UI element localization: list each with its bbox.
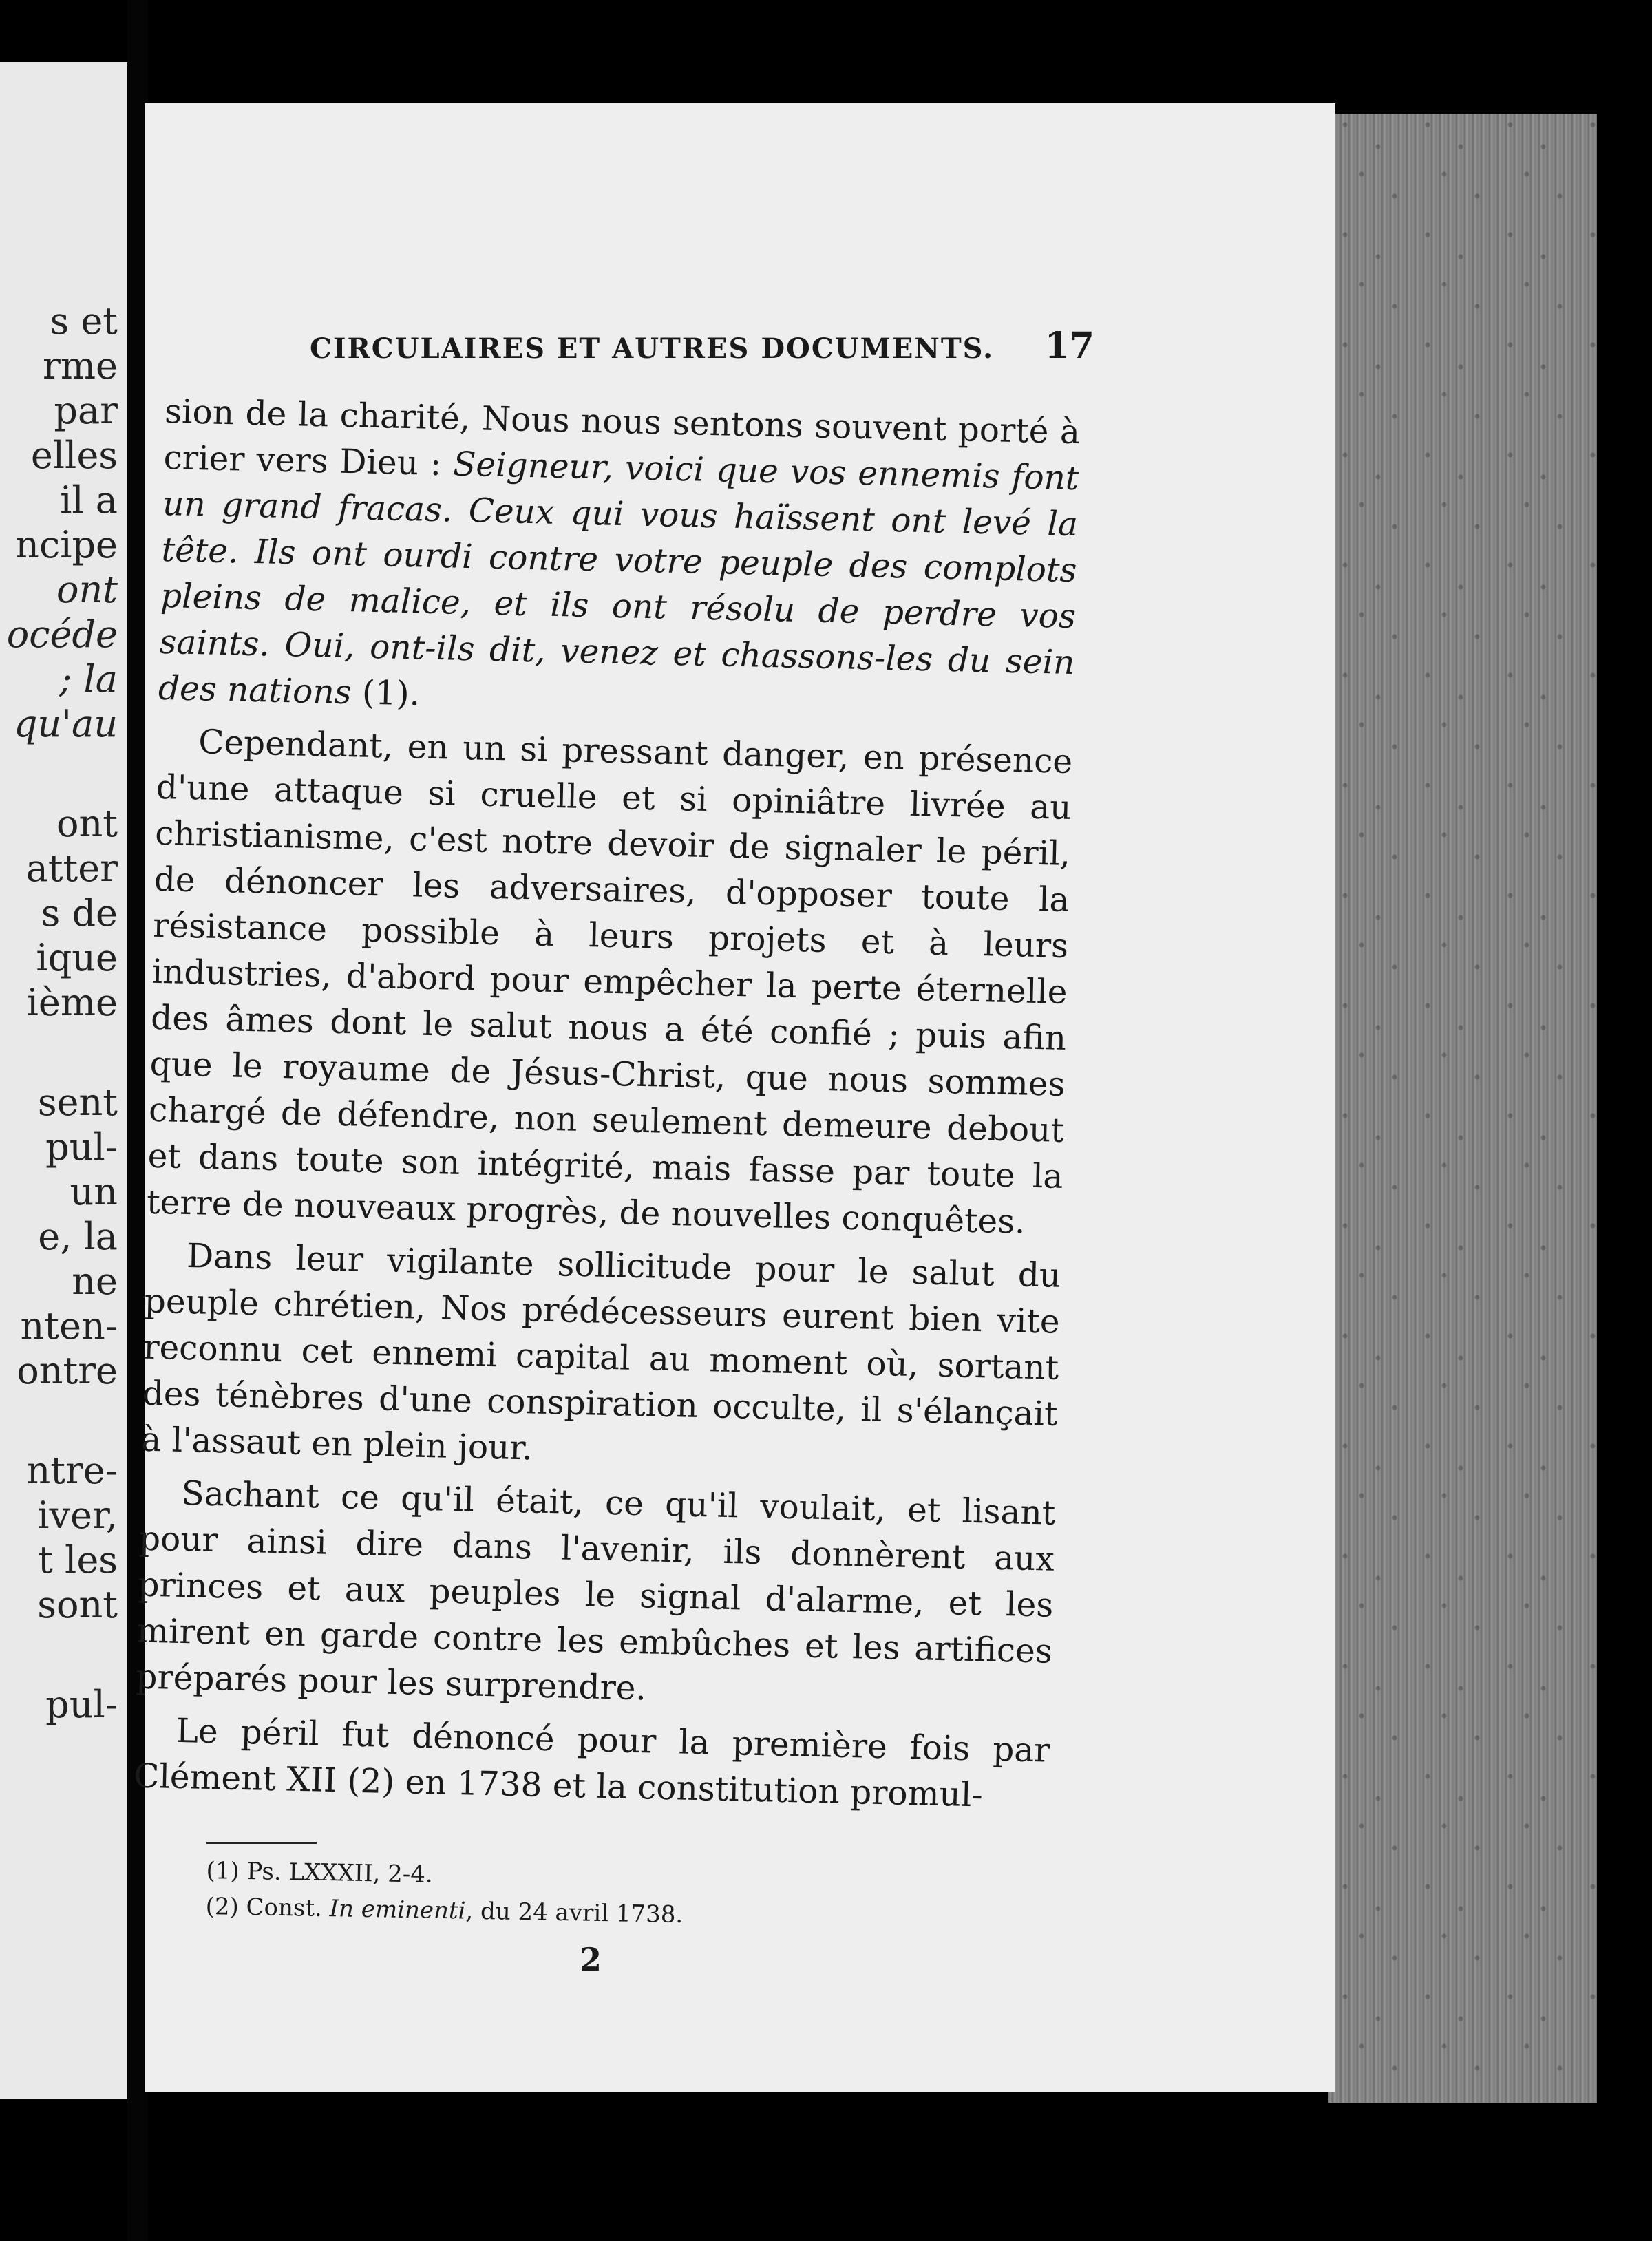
left-page-fragment: ontre <box>17 1349 118 1392</box>
left-page-fragment: pul- <box>45 1683 118 1726</box>
left-page-fragment: sent <box>37 1081 118 1124</box>
left-page-fragment: s de <box>41 891 118 935</box>
paragraph-3: Dans leur vigilante sollicitude pour le salut du peuple chrétien, Nos prédécesseurs eurent bien vite reconnu cet ennemi capital au moment où, sortant des ténèbres d'une conspiration occulte, il s'élançait à l'assaut en plein jour. <box>140 1237 1061 1468</box>
footnote-2: (2) Const. In eminenti, du 24 avril 1738. <box>205 1892 684 1929</box>
page-edge-stack <box>1328 114 1597 2103</box>
left-page-fragment: rme <box>43 344 118 387</box>
left-page-fragment: atter <box>25 847 118 890</box>
left-page-fragment: sont <box>37 1583 118 1626</box>
running-head: CIRCULAIRES ET AUTRES DOCUMENTS. <box>310 332 995 365</box>
left-page-fragment: un <box>70 1170 118 1213</box>
left-page-fragment: ont <box>56 802 118 845</box>
footnotes <box>205 1853 826 1935</box>
left-page-fragment: e, la <box>38 1215 118 1258</box>
left-page-fragment: océde <box>6 613 118 656</box>
left-page-fragment: ntre- <box>26 1449 118 1492</box>
left-page-fragment: ncipe <box>15 523 118 566</box>
left-page-fragment: ième <box>26 981 118 1024</box>
footnote-rule <box>206 1842 317 1844</box>
left-page-fragment: elles <box>30 434 118 477</box>
left-page-fragment: s et <box>50 299 118 343</box>
left-page-fragment: par <box>54 389 118 432</box>
left-facing-page <box>0 62 127 2099</box>
left-page-fragment: iver, <box>37 1494 118 1537</box>
left-page-fragment: t les <box>38 1538 118 1582</box>
paragraph-1: sion de la charité, Nous nous sentons souvent porté à crier vers Dieu : Seigneur, voici que vos ennemis font un grand fracas. Ceux qui vous haïssent ont levé la tête. Ils ont ourdi contre votre peuple des complots pleins de malice, et ils ont résolu de perdre vos saints. Oui, ont-ils dit, venez et chassons-les du sein des nations (1). <box>158 392 1081 714</box>
left-page-fragment: il a <box>60 478 118 522</box>
signature-mark: 2 <box>580 1941 602 1978</box>
page-number: 17 <box>1044 325 1094 367</box>
left-page-fragment: nten- <box>20 1304 118 1348</box>
paragraph-2: Cependant, en un si pressant danger, en présence d'une attaque si cruelle et si opiniâtre livrée au christianisme, c'est notre devoir de signaler le péril, de dénoncer les adversaires, d'opposer toute la résistance possible à leurs projets et à leurs industries, d'abord pour empêcher la perte éternelle des âmes dont le salut nous a été confié ; puis afin que le royaume de Jésus-Christ, que nous sommes chargé de défendre, non seulement demeure debout et dans toute son intégrité, mais fasse par toute la terre de nouveaux progrès, de nouvelles conquêtes. <box>146 723 1073 1242</box>
footnote-1: (1) Ps. LXXXII, 2-4. <box>206 1856 434 1889</box>
paragraph-4: Sachant ce qu'il était, ce qu'il voulait, et lisant pour ainsi dire dans l'avenir, ils donnèrent aux princes et aux peuples le signal d'alarme, et les mirent en garde contre les embûches et les artifices préparés pour les surprendre. <box>135 1474 1056 1708</box>
left-page-fragment: qu'au <box>13 702 118 745</box>
left-page-fragment: ; la <box>59 657 118 701</box>
left-page-fragment: pul- <box>45 1125 118 1169</box>
left-page-fragment: ont <box>56 568 118 611</box>
paragraph-5: Le péril fut dénoncé pour la première fois par Clément XII (2) en 1738 et la constitution promul- <box>133 1711 1051 1815</box>
body-text <box>133 389 1080 1820</box>
psalm-quote: Seigneur, voici que vos ennemis font un grand fracas. Ceux qui vous haïssent ont levé la tête. Ils ont ourdi contre votre peuple des complots pleins de malice, et ils ont résolu de perdre vos saints. Oui, ont-ils dit, venez et chassons-les du sein des nations <box>158 445 1080 712</box>
left-page-fragment: ne <box>72 1260 118 1303</box>
page-header <box>310 325 1094 367</box>
left-page-fragment: ique <box>36 936 118 979</box>
